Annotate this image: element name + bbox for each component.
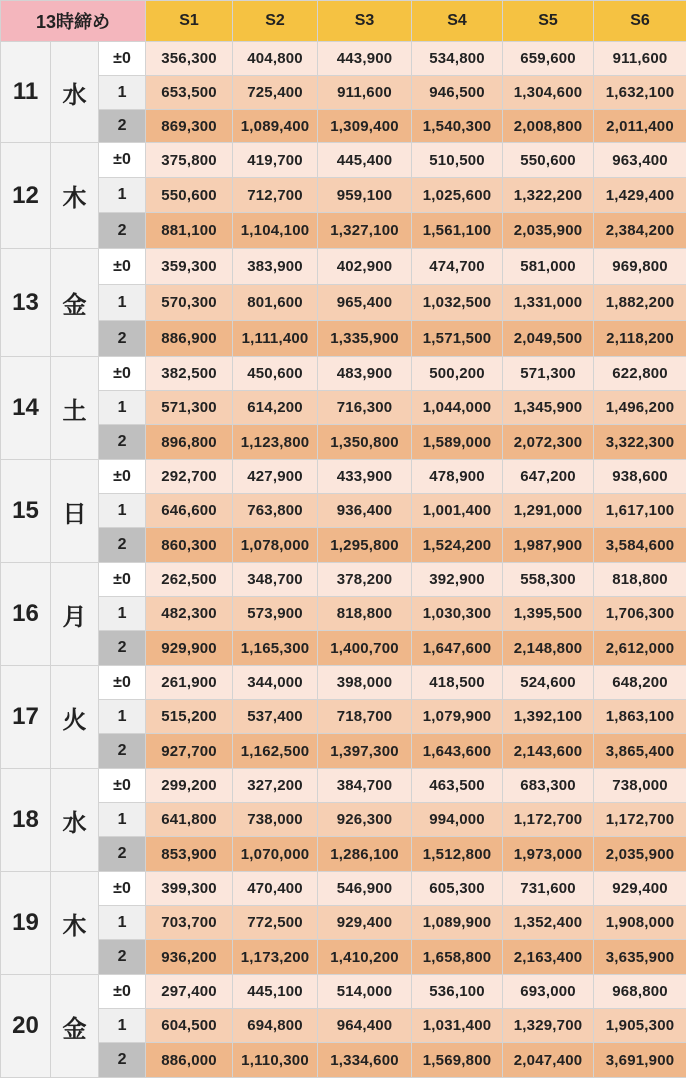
level-cell: ±0 <box>99 357 146 391</box>
value-cell: 1,111,400 <box>233 321 318 357</box>
level-cell: 2 <box>99 734 146 769</box>
value-cell: 860,300 <box>146 528 233 563</box>
table-row <box>1 460 686 494</box>
value-cell: 1,172,700 <box>594 803 686 837</box>
table-row <box>1 734 686 769</box>
value-cell: 571,300 <box>503 357 594 391</box>
date-cell: 16 <box>1 563 51 666</box>
value-cell: 327,200 <box>233 769 318 803</box>
value-cell: 693,000 <box>503 975 594 1009</box>
value-cell: 1,309,400 <box>318 110 412 143</box>
value-cell: 886,900 <box>146 321 233 357</box>
value-cell: 938,600 <box>594 460 686 494</box>
column-header-s6: S6 <box>594 1 686 42</box>
value-cell: 968,800 <box>594 975 686 1009</box>
value-cell: 1,031,400 <box>412 1009 503 1043</box>
value-cell: 1,863,100 <box>594 700 686 734</box>
value-cell: 510,500 <box>412 143 503 178</box>
date-cell: 19 <box>1 872 51 975</box>
table-row <box>1 666 686 700</box>
value-cell: 404,800 <box>233 42 318 76</box>
table-row <box>1 213 686 249</box>
level-cell: 2 <box>99 321 146 357</box>
value-cell: 433,900 <box>318 460 412 494</box>
table-row <box>1 249 686 285</box>
level-cell: ±0 <box>99 460 146 494</box>
value-cell: 1,973,000 <box>503 837 594 872</box>
table-row <box>1 803 686 837</box>
table-row <box>1 110 686 143</box>
date-cell: 20 <box>1 975 51 1078</box>
value-cell: 683,300 <box>503 769 594 803</box>
date-cell: 12 <box>1 143 51 249</box>
value-cell: 399,300 <box>146 872 233 906</box>
value-cell: 1,647,600 <box>412 631 503 666</box>
level-cell: ±0 <box>99 42 146 76</box>
value-cell: 927,700 <box>146 734 233 769</box>
value-cell: 1,001,400 <box>412 494 503 528</box>
value-cell: 929,400 <box>594 872 686 906</box>
value-cell: 929,400 <box>318 906 412 940</box>
level-cell: 1 <box>99 1009 146 1043</box>
value-cell: 2,008,800 <box>503 110 594 143</box>
value-cell: 402,900 <box>318 249 412 285</box>
table-body <box>1 42 686 1078</box>
value-cell: 818,800 <box>594 563 686 597</box>
value-cell: 964,400 <box>318 1009 412 1043</box>
weekday-cell: 火 <box>51 666 99 769</box>
table-row <box>1 42 686 76</box>
value-cell: 647,200 <box>503 460 594 494</box>
value-cell: 536,100 <box>412 975 503 1009</box>
value-cell: 398,000 <box>318 666 412 700</box>
value-cell: 474,700 <box>412 249 503 285</box>
level-cell: 2 <box>99 110 146 143</box>
value-cell: 261,900 <box>146 666 233 700</box>
value-cell: 1,987,900 <box>503 528 594 563</box>
value-cell: 1,540,300 <box>412 110 503 143</box>
value-cell: 1,352,400 <box>503 906 594 940</box>
value-cell: 3,865,400 <box>594 734 686 769</box>
column-header-s1: S1 <box>146 1 233 42</box>
value-cell: 994,000 <box>412 803 503 837</box>
value-cell: 348,700 <box>233 563 318 597</box>
value-cell: 622,800 <box>594 357 686 391</box>
table-row <box>1 700 686 734</box>
deadline-label: 13時締め <box>1 1 146 42</box>
value-cell: 2,047,400 <box>503 1043 594 1078</box>
value-cell: 1,331,000 <box>503 285 594 321</box>
value-cell: 537,400 <box>233 700 318 734</box>
value-cell: 1,104,100 <box>233 213 318 249</box>
value-cell: 534,800 <box>412 42 503 76</box>
value-cell: 470,400 <box>233 872 318 906</box>
value-cell: 911,600 <box>318 76 412 110</box>
value-cell: 1,162,500 <box>233 734 318 769</box>
level-cell: 1 <box>99 906 146 940</box>
weekday-cell: 木 <box>51 143 99 249</box>
value-cell: 546,900 <box>318 872 412 906</box>
table-row <box>1 1009 686 1043</box>
value-cell: 731,600 <box>503 872 594 906</box>
value-cell: 570,300 <box>146 285 233 321</box>
table-row <box>1 906 686 940</box>
value-cell: 1,165,300 <box>233 631 318 666</box>
level-cell: 2 <box>99 1043 146 1078</box>
value-cell: 801,600 <box>233 285 318 321</box>
value-cell: 2,049,500 <box>503 321 594 357</box>
value-cell: 1,078,000 <box>233 528 318 563</box>
weekday-cell: 土 <box>51 357 99 460</box>
value-cell: 418,500 <box>412 666 503 700</box>
level-cell: ±0 <box>99 769 146 803</box>
value-cell: 1,658,800 <box>412 940 503 975</box>
table-row <box>1 285 686 321</box>
level-cell: 1 <box>99 803 146 837</box>
value-cell: 3,691,900 <box>594 1043 686 1078</box>
weekday-cell: 木 <box>51 872 99 975</box>
value-cell: 550,600 <box>503 143 594 178</box>
date-cell: 15 <box>1 460 51 563</box>
value-cell: 2,118,200 <box>594 321 686 357</box>
weekday-cell: 金 <box>51 249 99 357</box>
value-cell: 2,035,900 <box>594 837 686 872</box>
value-cell: 558,300 <box>503 563 594 597</box>
value-cell: 3,584,600 <box>594 528 686 563</box>
value-cell: 2,143,600 <box>503 734 594 769</box>
value-cell: 853,900 <box>146 837 233 872</box>
value-cell: 1,632,100 <box>594 76 686 110</box>
value-cell: 1,643,600 <box>412 734 503 769</box>
value-cell: 483,900 <box>318 357 412 391</box>
value-cell: 772,500 <box>233 906 318 940</box>
level-cell: 1 <box>99 597 146 631</box>
level-cell: 2 <box>99 425 146 460</box>
table-row <box>1 425 686 460</box>
value-cell: 1,032,500 <box>412 285 503 321</box>
value-cell: 911,600 <box>594 42 686 76</box>
value-cell: 297,400 <box>146 975 233 1009</box>
value-cell: 382,500 <box>146 357 233 391</box>
table-row <box>1 143 686 178</box>
value-cell: 378,200 <box>318 563 412 597</box>
value-cell: 478,900 <box>412 460 503 494</box>
column-header-s5: S5 <box>503 1 594 42</box>
weekday-cell: 金 <box>51 975 99 1078</box>
value-cell: 963,400 <box>594 143 686 178</box>
value-cell: 463,500 <box>412 769 503 803</box>
value-cell: 959,100 <box>318 178 412 213</box>
weekday-cell: 水 <box>51 769 99 872</box>
value-cell: 482,300 <box>146 597 233 631</box>
value-cell: 886,000 <box>146 1043 233 1078</box>
level-cell: ±0 <box>99 563 146 597</box>
level-cell: 2 <box>99 837 146 872</box>
weekday-cell: 水 <box>51 42 99 143</box>
header-row <box>1 1 686 42</box>
value-cell: 818,800 <box>318 597 412 631</box>
value-cell: 450,600 <box>233 357 318 391</box>
value-cell: 1,496,200 <box>594 391 686 425</box>
date-cell: 13 <box>1 249 51 357</box>
date-cell: 14 <box>1 357 51 460</box>
table-row <box>1 940 686 975</box>
value-cell: 1,617,100 <box>594 494 686 528</box>
value-cell: 1,429,400 <box>594 178 686 213</box>
value-cell: 1,561,100 <box>412 213 503 249</box>
value-cell: 1,286,100 <box>318 837 412 872</box>
value-cell: 1,392,100 <box>503 700 594 734</box>
value-cell: 604,500 <box>146 1009 233 1043</box>
value-cell: 359,300 <box>146 249 233 285</box>
value-cell: 514,000 <box>318 975 412 1009</box>
weekday-cell: 月 <box>51 563 99 666</box>
level-cell: 2 <box>99 528 146 563</box>
value-cell: 936,400 <box>318 494 412 528</box>
value-cell: 1,089,400 <box>233 110 318 143</box>
date-cell: 17 <box>1 666 51 769</box>
level-cell: ±0 <box>99 666 146 700</box>
value-cell: 1,322,200 <box>503 178 594 213</box>
value-cell: 694,800 <box>233 1009 318 1043</box>
value-cell: 262,500 <box>146 563 233 597</box>
value-cell: 716,300 <box>318 391 412 425</box>
level-cell: ±0 <box>99 975 146 1009</box>
column-header-s2: S2 <box>233 1 318 42</box>
table-row <box>1 1043 686 1078</box>
column-header-s4: S4 <box>412 1 503 42</box>
table-row <box>1 837 686 872</box>
value-cell: 1,589,000 <box>412 425 503 460</box>
value-cell: 738,000 <box>233 803 318 837</box>
value-cell: 2,163,400 <box>503 940 594 975</box>
value-cell: 1,172,700 <box>503 803 594 837</box>
value-cell: 581,000 <box>503 249 594 285</box>
value-cell: 392,900 <box>412 563 503 597</box>
value-cell: 1,335,900 <box>318 321 412 357</box>
value-cell: 1,079,900 <box>412 700 503 734</box>
table-row <box>1 528 686 563</box>
table-row <box>1 357 686 391</box>
value-cell: 2,072,300 <box>503 425 594 460</box>
value-cell: 869,300 <box>146 110 233 143</box>
value-cell: 500,200 <box>412 357 503 391</box>
level-cell: 1 <box>99 178 146 213</box>
value-cell: 383,900 <box>233 249 318 285</box>
value-cell: 384,700 <box>318 769 412 803</box>
level-cell: 1 <box>99 494 146 528</box>
value-cell: 725,400 <box>233 76 318 110</box>
level-cell: ±0 <box>99 872 146 906</box>
value-cell: 550,600 <box>146 178 233 213</box>
value-cell: 3,322,300 <box>594 425 686 460</box>
value-cell: 2,148,800 <box>503 631 594 666</box>
table-row <box>1 769 686 803</box>
value-cell: 375,800 <box>146 143 233 178</box>
value-cell: 969,800 <box>594 249 686 285</box>
value-cell: 1,334,600 <box>318 1043 412 1078</box>
value-cell: 1,882,200 <box>594 285 686 321</box>
value-cell: 659,600 <box>503 42 594 76</box>
value-cell: 1,571,500 <box>412 321 503 357</box>
value-cell: 2,035,900 <box>503 213 594 249</box>
level-cell: 2 <box>99 940 146 975</box>
value-cell: 443,900 <box>318 42 412 76</box>
level-cell: 1 <box>99 285 146 321</box>
column-header-s3: S3 <box>318 1 412 42</box>
value-cell: 571,300 <box>146 391 233 425</box>
value-cell: 419,700 <box>233 143 318 178</box>
value-cell: 1,908,000 <box>594 906 686 940</box>
value-cell: 1,327,100 <box>318 213 412 249</box>
value-cell: 946,500 <box>412 76 503 110</box>
value-cell: 1,524,200 <box>412 528 503 563</box>
value-cell: 524,600 <box>503 666 594 700</box>
value-cell: 1,044,000 <box>412 391 503 425</box>
value-cell: 292,700 <box>146 460 233 494</box>
value-cell: 3,635,900 <box>594 940 686 975</box>
value-cell: 445,400 <box>318 143 412 178</box>
value-cell: 427,900 <box>233 460 318 494</box>
level-cell: 1 <box>99 76 146 110</box>
value-cell: 738,000 <box>594 769 686 803</box>
value-cell: 1,345,900 <box>503 391 594 425</box>
value-cell: 653,500 <box>146 76 233 110</box>
value-cell: 1,070,000 <box>233 837 318 872</box>
value-cell: 356,300 <box>146 42 233 76</box>
value-cell: 881,100 <box>146 213 233 249</box>
value-cell: 703,700 <box>146 906 233 940</box>
value-cell: 648,200 <box>594 666 686 700</box>
value-cell: 1,304,600 <box>503 76 594 110</box>
table-row <box>1 494 686 528</box>
value-cell: 2,384,200 <box>594 213 686 249</box>
weekday-cell: 日 <box>51 460 99 563</box>
value-cell: 1,569,800 <box>412 1043 503 1078</box>
date-cell: 18 <box>1 769 51 872</box>
value-cell: 2,011,400 <box>594 110 686 143</box>
value-cell: 1,173,200 <box>233 940 318 975</box>
value-cell: 926,300 <box>318 803 412 837</box>
value-cell: 515,200 <box>146 700 233 734</box>
date-cell: 11 <box>1 42 51 143</box>
value-cell: 1,397,300 <box>318 734 412 769</box>
value-cell: 1,123,800 <box>233 425 318 460</box>
value-cell: 1,110,300 <box>233 1043 318 1078</box>
value-cell: 1,400,700 <box>318 631 412 666</box>
value-cell: 1,350,800 <box>318 425 412 460</box>
value-cell: 1,410,200 <box>318 940 412 975</box>
level-cell: 1 <box>99 391 146 425</box>
value-cell: 718,700 <box>318 700 412 734</box>
value-cell: 965,400 <box>318 285 412 321</box>
value-cell: 763,800 <box>233 494 318 528</box>
table-row <box>1 872 686 906</box>
value-cell: 1,089,900 <box>412 906 503 940</box>
level-cell: ±0 <box>99 143 146 178</box>
table-row <box>1 975 686 1009</box>
value-cell: 1,706,300 <box>594 597 686 631</box>
table-row <box>1 321 686 357</box>
value-cell: 1,905,300 <box>594 1009 686 1043</box>
value-cell: 1,329,700 <box>503 1009 594 1043</box>
value-cell: 344,000 <box>233 666 318 700</box>
value-cell: 445,100 <box>233 975 318 1009</box>
value-cell: 1,512,800 <box>412 837 503 872</box>
level-cell: 2 <box>99 213 146 249</box>
value-cell: 573,900 <box>233 597 318 631</box>
value-cell: 641,800 <box>146 803 233 837</box>
value-cell: 299,200 <box>146 769 233 803</box>
value-cell: 929,900 <box>146 631 233 666</box>
value-cell: 936,200 <box>146 940 233 975</box>
value-cell: 646,600 <box>146 494 233 528</box>
value-cell: 2,612,000 <box>594 631 686 666</box>
level-cell: ±0 <box>99 249 146 285</box>
value-cell: 605,300 <box>412 872 503 906</box>
table-row <box>1 178 686 213</box>
table-row <box>1 563 686 597</box>
value-cell: 896,800 <box>146 425 233 460</box>
table-row <box>1 76 686 110</box>
level-cell: 1 <box>99 700 146 734</box>
value-cell: 1,025,600 <box>412 178 503 213</box>
table-row <box>1 597 686 631</box>
value-cell: 712,700 <box>233 178 318 213</box>
value-cell: 1,395,500 <box>503 597 594 631</box>
level-cell: 2 <box>99 631 146 666</box>
value-cell: 1,295,800 <box>318 528 412 563</box>
value-cell: 1,291,000 <box>503 494 594 528</box>
table-row <box>1 631 686 666</box>
value-cell: 614,200 <box>233 391 318 425</box>
table-row <box>1 391 686 425</box>
value-cell: 1,030,300 <box>412 597 503 631</box>
